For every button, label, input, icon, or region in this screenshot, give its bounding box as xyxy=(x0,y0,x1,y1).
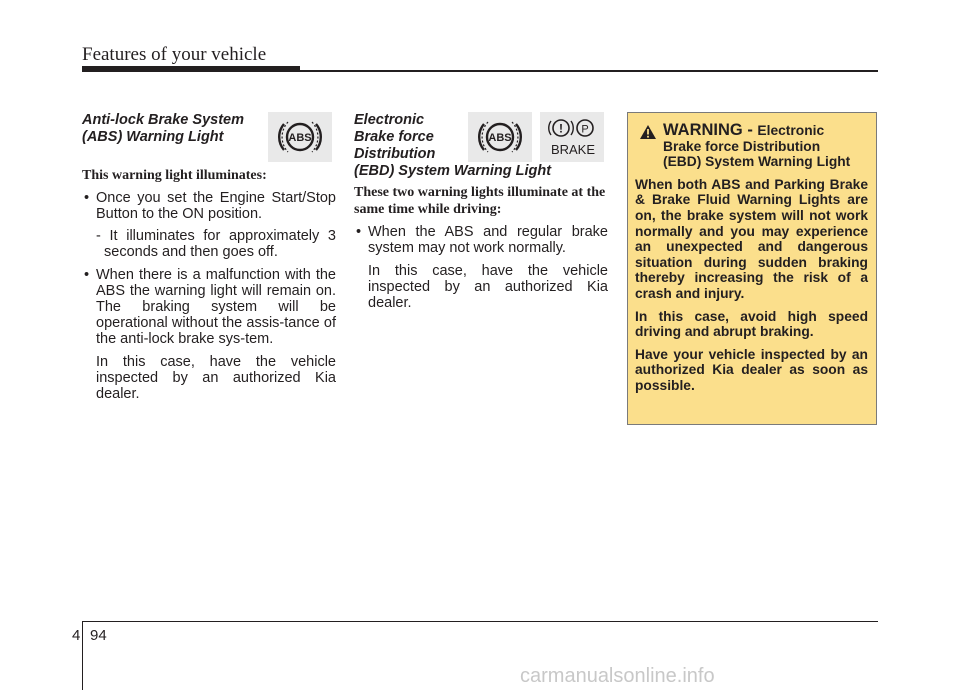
warning-label: WARNING - xyxy=(663,121,758,139)
abs-bullet1: • Once you set the Engine Start/Stop Button to the ON position. xyxy=(96,190,336,222)
brake-warning-icon xyxy=(540,112,604,162)
ebd-title-line2: Brake force xyxy=(354,129,434,145)
warning-para3: Have your vehicle inspected by an authorized Kia dealer as soon as possible. xyxy=(635,346,868,393)
footer-divider xyxy=(82,621,83,690)
svg-text:P: P xyxy=(581,123,589,136)
abs-lead-text: This warning light illuminates: xyxy=(82,168,267,183)
warning-para2: In this case, avoid high speed driving and abrupt braking. xyxy=(635,308,868,340)
abs-bullet2: • When there is a malfunction with the ABS the warning light will remain on. The braking system will be operational without the assis-tance of the anti-lock brake sys-tem. xyxy=(96,267,336,347)
warning-heading-line2: Brake force Distribution xyxy=(663,138,821,154)
page-header-title: Features of your vehicle xyxy=(82,44,267,65)
abs-title-line1: Anti-lock Brake System xyxy=(82,112,244,128)
ebd-title-line1: Electronic xyxy=(354,112,425,128)
list-item xyxy=(82,267,336,402)
warning-triangle-icon xyxy=(640,125,656,143)
ebd-bullet1: • When the ABS and regular brake system may not work normally. xyxy=(368,224,608,256)
ebd-title-line3: Distribution xyxy=(354,146,436,162)
warning-box xyxy=(627,112,877,425)
warning-heading-line1: Electronic xyxy=(757,123,825,138)
svg-text:BRAKE: BRAKE xyxy=(550,142,596,157)
warning-heading-line3: (EBD) System Warning Light xyxy=(663,154,851,170)
svg-text:ABS: ABS xyxy=(488,132,512,144)
warning-heading xyxy=(635,123,868,170)
svg-text:ABS: ABS xyxy=(288,132,312,144)
header-rule xyxy=(82,70,878,72)
chapter-number: 4 xyxy=(72,627,81,644)
footer-rule xyxy=(82,621,878,622)
ebd-bullet1-followup: In this case, have the vehicle inspected by an authorized Kia dealer. xyxy=(368,263,608,311)
abs-warning-icon xyxy=(468,112,532,162)
svg-text:!: ! xyxy=(559,121,563,136)
list-item xyxy=(354,224,608,311)
ebd-lead-text: These two warning lights illuminate at the same time while driving: xyxy=(354,185,606,217)
list-item xyxy=(82,190,336,260)
ebd-title-line4: (EBD) System Warning Light xyxy=(354,163,552,179)
watermark: carmanualsonline.info xyxy=(520,665,715,687)
page-number: 94 xyxy=(90,627,107,644)
abs-bullet1-sub: - It illuminates for approximately 3 seconds and then goes off. xyxy=(96,228,336,260)
abs-warning-icon xyxy=(268,112,332,162)
warning-para1: When both ABS and Parking Brake & Brake Fluid Warning Lights are on, the brake system will not work normally and you may experience an unexpected and dangerous situation during sudden braking thereby increasing the risk of a crash and injury. xyxy=(635,176,868,301)
abs-bullet2-followup: In this case, have the vehicle inspected by an authorized Kia dealer. xyxy=(96,354,336,402)
abs-title-line2: (ABS) Warning Light xyxy=(82,129,224,145)
